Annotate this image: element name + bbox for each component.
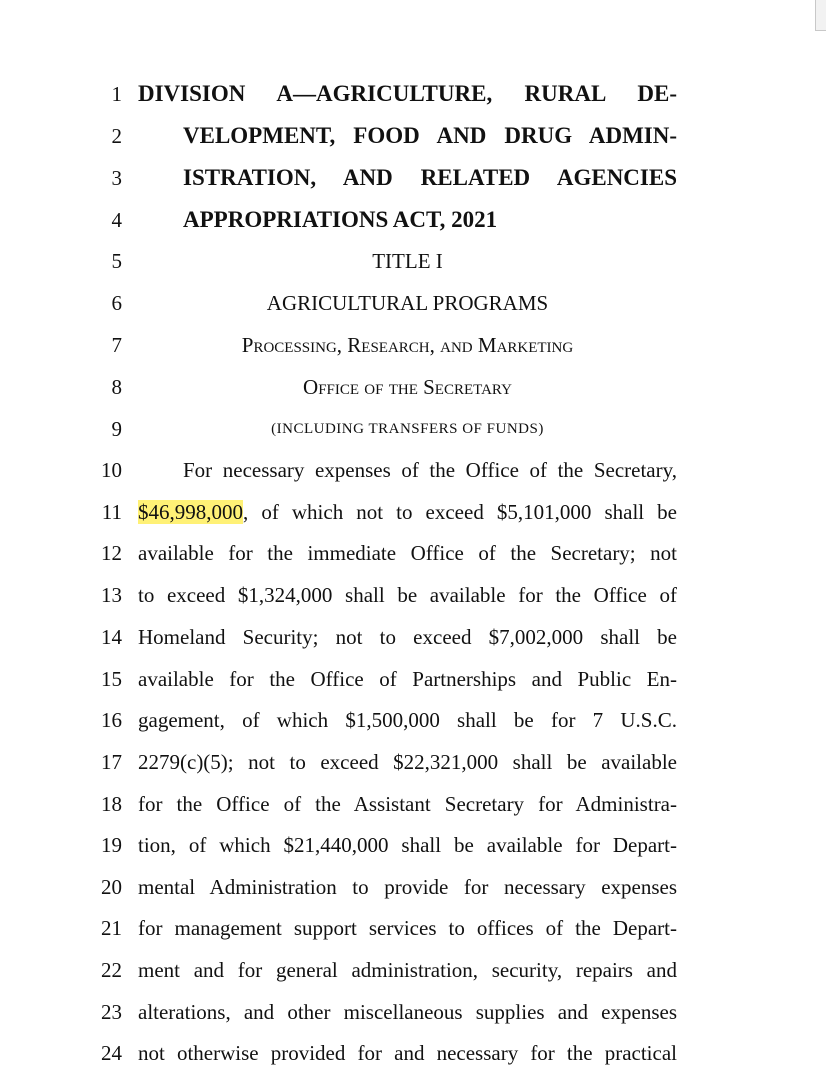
body-line: for management support services to offices of the Depart-	[138, 916, 677, 940]
document-line-18	[0, 783, 826, 825]
line-number: 13	[101, 583, 122, 607]
document-line-17	[0, 741, 826, 783]
line-number: 6	[111, 291, 122, 315]
document-line-10	[0, 449, 826, 491]
body-line: available for the immediate Office of the Secretary; not	[138, 541, 677, 565]
highlighted-amount: $46,998,000	[138, 500, 243, 524]
line-number: 21	[101, 916, 122, 940]
document-line-3	[0, 157, 826, 199]
line-number: 20	[101, 875, 122, 899]
division-heading-line-1: DIVISION A—AGRICULTURE, RURAL DE-	[138, 81, 677, 106]
document-line-19	[0, 824, 826, 866]
line-number: 19	[101, 833, 122, 857]
document-line-22	[0, 949, 826, 991]
document-line-15	[0, 658, 826, 700]
body-line: gagement, of which $1,500,000 shall be for 7 U.S.C.	[138, 708, 677, 732]
document-line-21	[0, 907, 826, 949]
line-number: 7	[111, 333, 122, 357]
body-line: 2279(c)(5); not to exceed $22,321,000 shall be available	[138, 750, 677, 774]
document-line-7	[0, 324, 826, 366]
line-number: 9	[111, 417, 122, 441]
line-number: 12	[101, 541, 122, 565]
division-heading-line-4: APPROPRIATIONS ACT, 2021	[183, 207, 498, 232]
line-number: 1	[111, 82, 122, 106]
body-line: available for the Office of Partnerships and Public En-	[138, 667, 677, 691]
document-line-14	[0, 616, 826, 658]
line-number: 5	[111, 249, 122, 273]
line-number: 18	[101, 792, 122, 816]
line-number: 23	[101, 1000, 122, 1024]
line-number: 8	[111, 375, 122, 399]
document-line-13	[0, 574, 826, 616]
document-line-23	[0, 991, 826, 1033]
body-line: tion, of which $21,440,000 shall be available for Depart-	[138, 833, 677, 857]
body-line: mental Administration to provide for necessary expenses	[138, 875, 677, 899]
line-number: 2	[111, 124, 122, 148]
line-number: 11	[101, 500, 122, 524]
page-corner-marker	[815, 0, 826, 31]
line-number: 16	[101, 708, 122, 732]
document-line-8	[0, 366, 826, 408]
title-heading: TITLE I	[372, 249, 443, 273]
body-line: ment and for general administration, security, repairs and	[138, 958, 677, 982]
body-line: alterations, and other miscellaneous supplies and expenses	[138, 1000, 677, 1024]
document-line-4	[0, 199, 826, 241]
division-heading-line-2: VELOPMENT, FOOD AND DRUG ADMIN-	[183, 123, 677, 148]
body-line: not otherwise provided for and necessary for the practical	[138, 1041, 677, 1065]
document-line-11	[0, 491, 826, 533]
document-line-9	[0, 408, 826, 450]
section-heading: Processing, Research, and Marketing	[241, 333, 574, 357]
line-number: 22	[101, 958, 122, 982]
line-number: 17	[101, 750, 122, 774]
division-heading-line-3: ISTRATION, AND RELATED AGENCIES	[183, 165, 677, 190]
document-line-20	[0, 866, 826, 908]
document-line-5	[0, 240, 826, 282]
title-subheading: AGRICULTURAL PROGRAMS	[266, 291, 549, 315]
body-line: for the Office of the Assistant Secretary for Administra-	[138, 792, 677, 816]
office-heading: Office of the Secretary	[303, 375, 512, 399]
line-number: 3	[111, 166, 122, 190]
line-number: 14	[101, 625, 122, 649]
body-line	[138, 491, 677, 533]
body-line: For necessary expenses of the Office of the Secretary,	[183, 458, 677, 482]
line-number: 4	[111, 208, 122, 232]
transfers-note: (INCLUDING TRANSFERS OF FUNDS)	[271, 421, 544, 437]
line-number: 24	[101, 1041, 122, 1065]
document-line-1	[0, 73, 826, 115]
body-line: Homeland Security; not to exceed $7,002,000 shall be	[138, 625, 677, 649]
body-line: to exceed $1,324,000 shall be available for the Office of	[138, 583, 677, 607]
document-line-16	[0, 699, 826, 741]
body-line-remainder: , of which not to exceed $5,101,000 shall be	[243, 500, 677, 524]
document-line-24	[0, 1032, 826, 1074]
document-line-2	[0, 115, 826, 157]
line-number: 15	[101, 667, 122, 691]
document-line-12	[0, 532, 826, 574]
document-line-6	[0, 282, 826, 324]
line-number: 10	[101, 458, 122, 482]
